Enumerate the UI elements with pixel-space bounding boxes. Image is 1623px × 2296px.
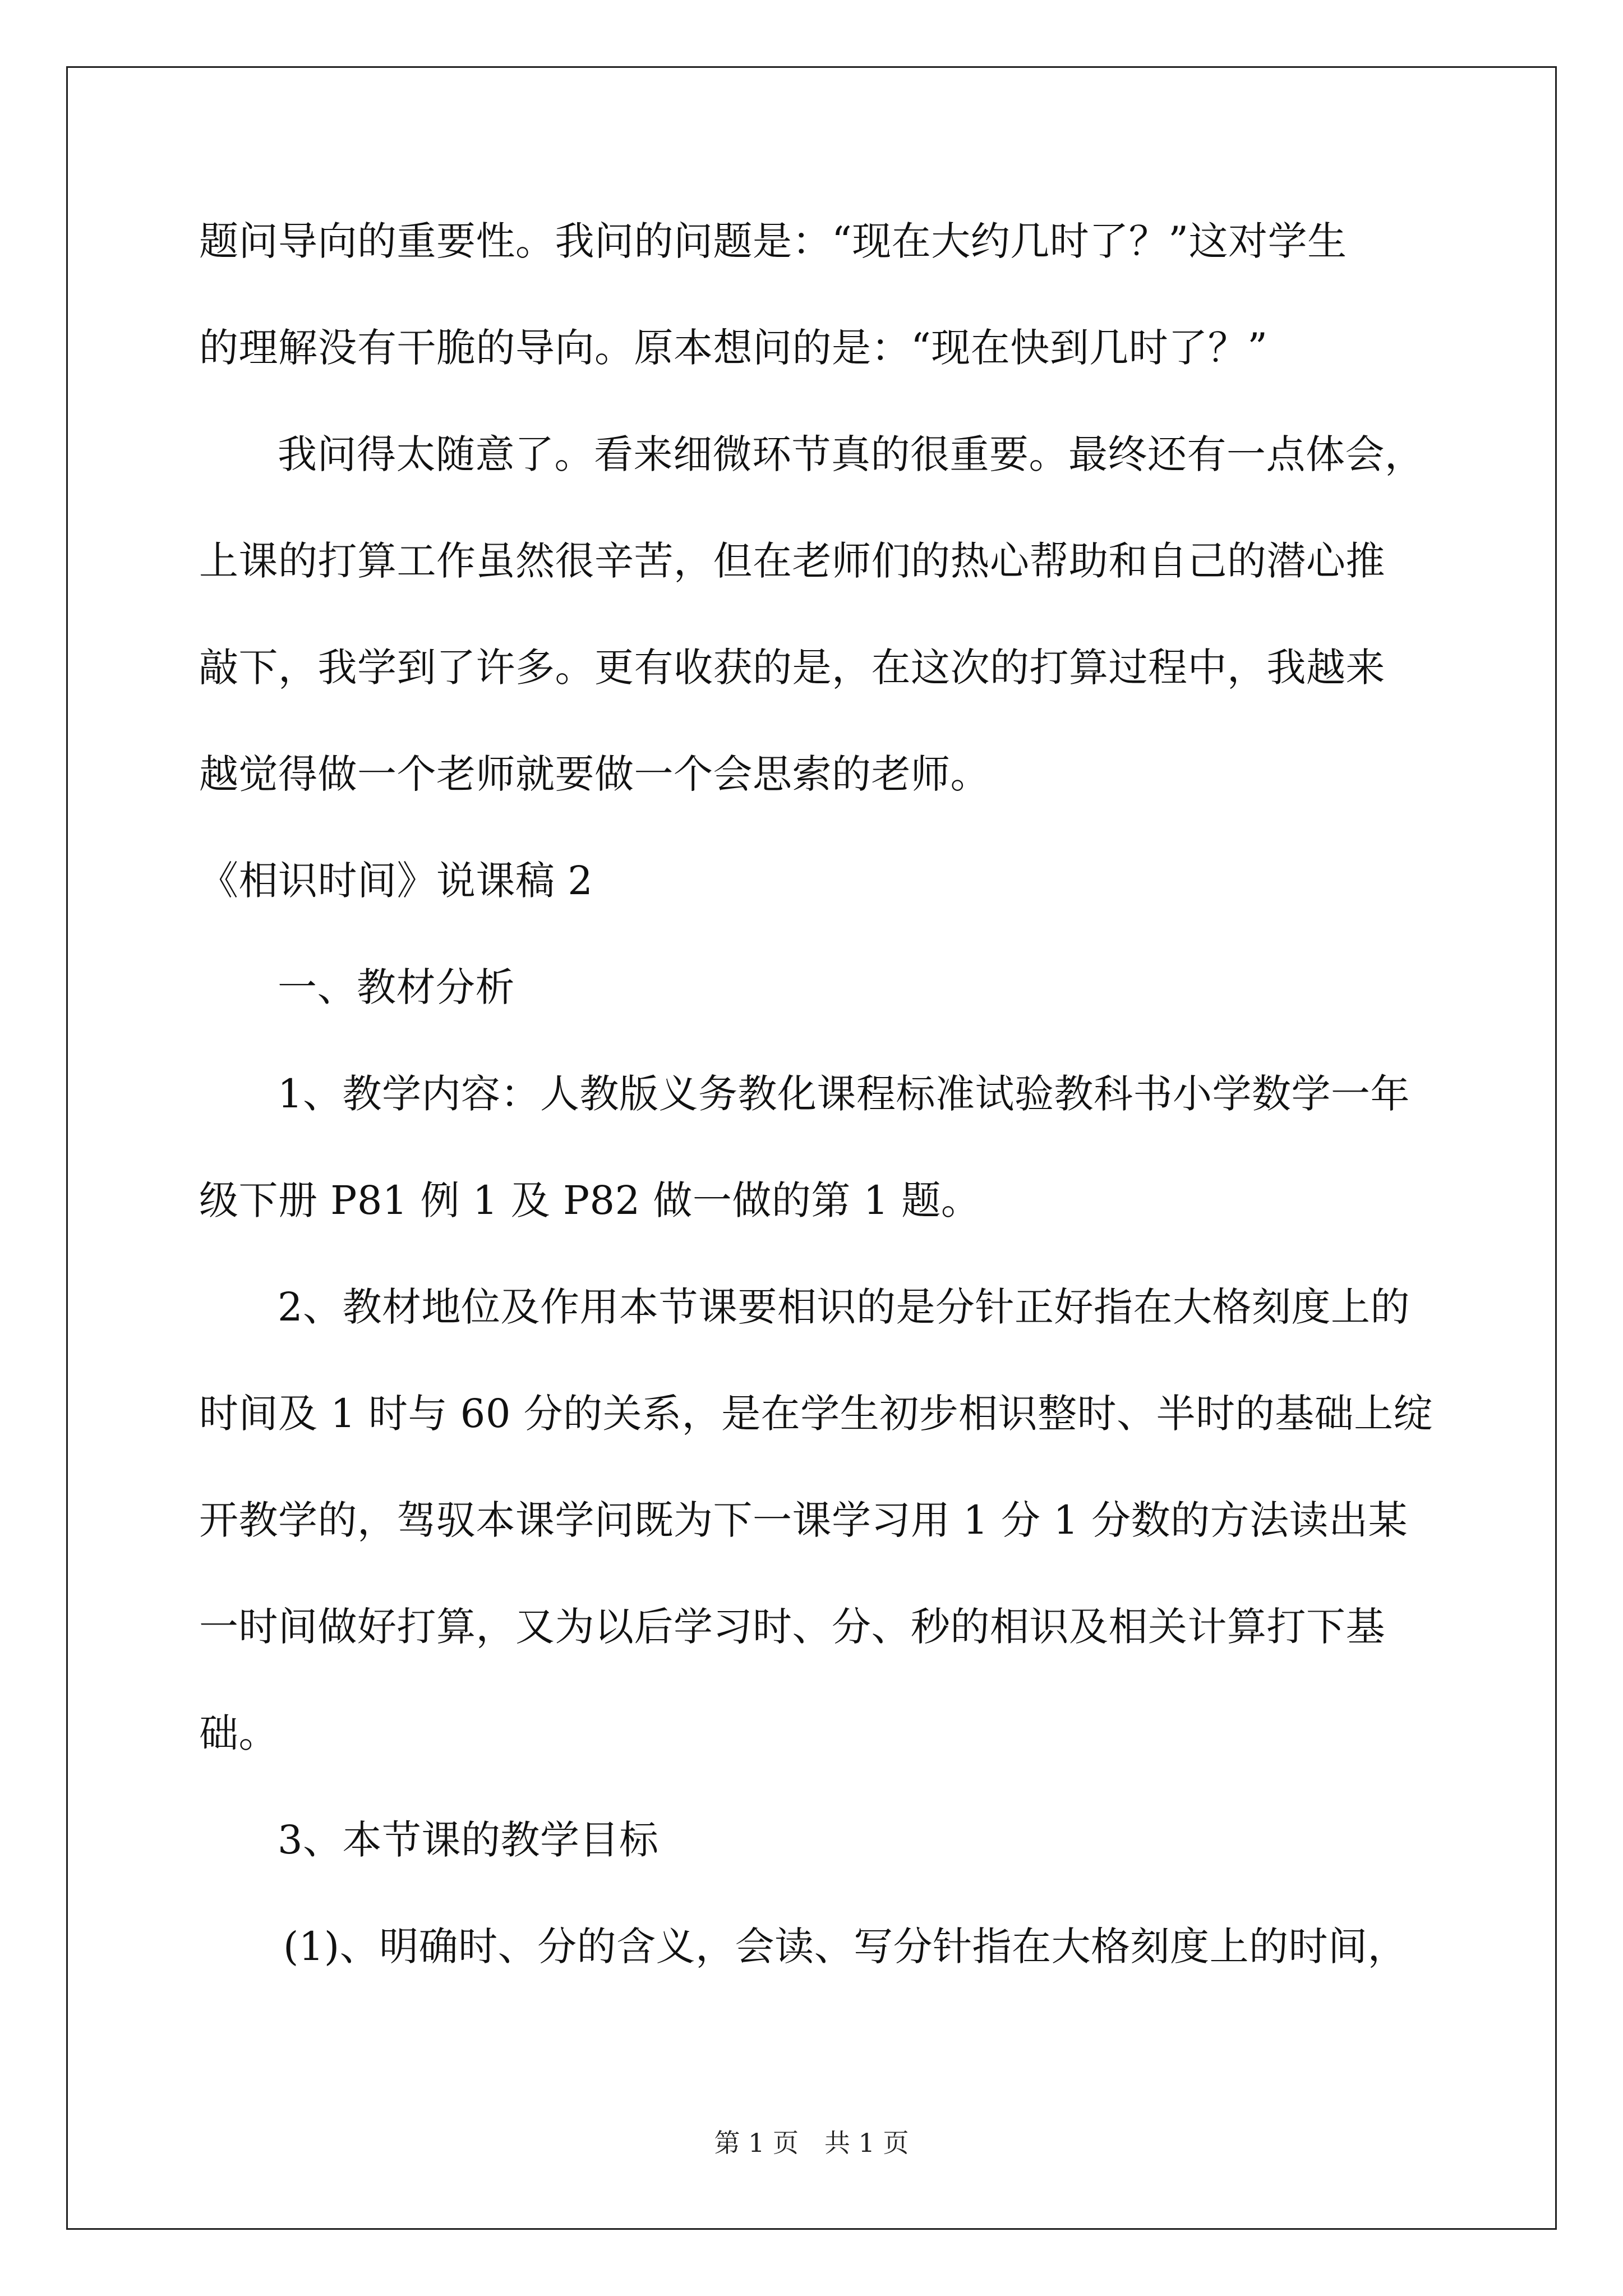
section-heading: 一、教材分析 [278, 964, 515, 1010]
section-title: 《相识时间》说课稿 2 [199, 858, 593, 904]
paragraph-line: 上课的打算工作虽然很辛苦，但在老师们的热心帮助和自己的潜心推 [199, 538, 1385, 584]
paragraph-line: 的理解没有干脆的导向。原本想问的是：“现在快到几时了？” [199, 325, 1268, 371]
paragraph-line: 础。 [199, 1710, 278, 1756]
paragraph-line: 越觉得做一个老师就要做一个会思索的老师。 [199, 751, 990, 797]
paragraph-line: 2、教材地位及作用本节课要相识的是分针正好指在大格刻度上的 [278, 1284, 1410, 1330]
section-heading: 3、本节课的教学目标 [278, 1817, 659, 1863]
paragraph-line: 级下册 P81 例 1 及 P82 做一做的第 1 题。 [199, 1177, 981, 1223]
document-body [199, 213, 1433, 2025]
paragraph-line: 我问得太随意了。看来细微环节真的很重要。最终还有一点体会， [278, 431, 1424, 477]
paragraph-line: 时间及 1 时与 60 分的关系，是在学生初步相识整时、半时的基础上绽 [199, 1391, 1433, 1437]
paragraph-line: 开教学的，驾驭本课学问既为下一课学习用 1 分 1 分数的方法读出某 [199, 1497, 1408, 1543]
page-footer: 第 1 页 共 1 页 [714, 2128, 909, 2158]
paragraph-line: 敲下，我学到了许多。更有收获的是，在这次的打算过程中，我越来 [199, 645, 1385, 691]
paragraph-line: 1、教学内容：人教版义务教化课程标准试验教科书小学数学一年 [278, 1071, 1410, 1117]
paragraph-line: 题问导向的重要性。我问的问题是：“现在大约几时了？”这对学生 [199, 218, 1347, 264]
paragraph-line: 一时间做好打算，又为以后学习时、分、秒的相识及相关计算打下基 [199, 1604, 1385, 1650]
paragraph-line: (1)、明确时、分的含义，会读、写分针指在大格刻度上的时间， [283, 1924, 1408, 1970]
